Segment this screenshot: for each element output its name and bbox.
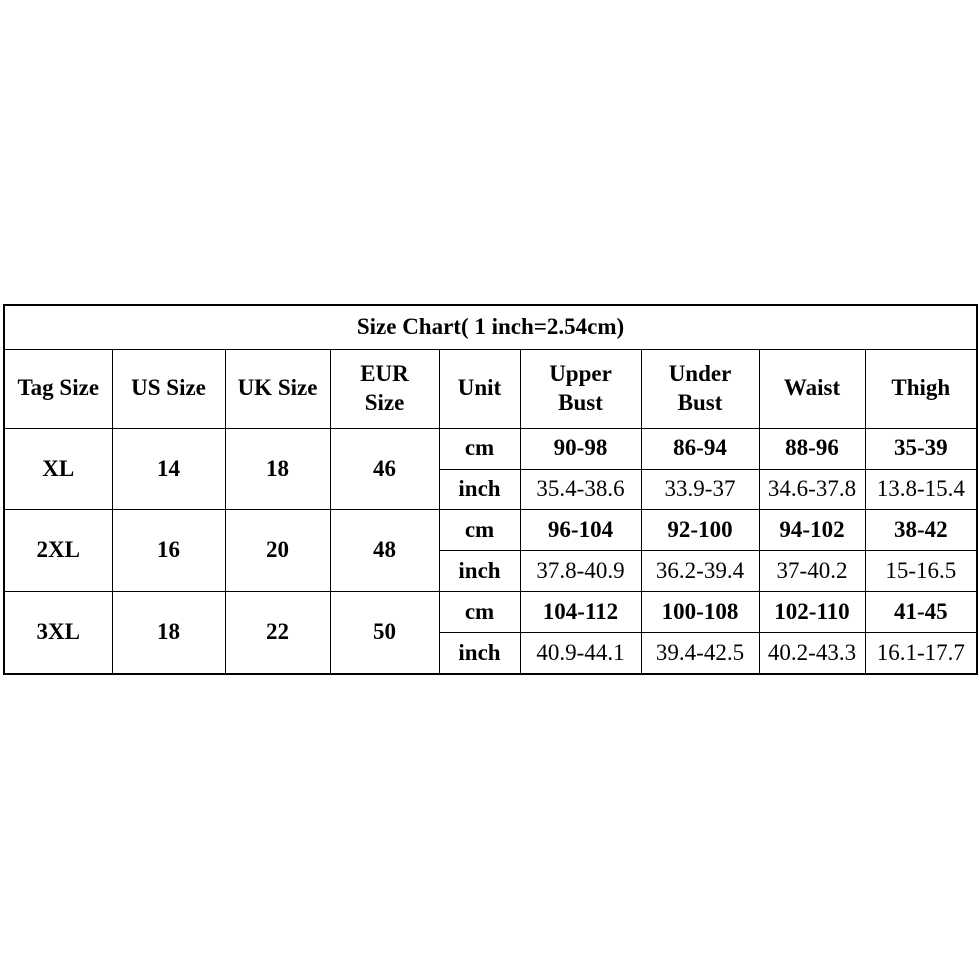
us-size-cell: 18 (112, 592, 225, 674)
upper-bust-inch-cell: 37.8-40.9 (520, 551, 641, 592)
thigh-cm-cell: 41-45 (865, 592, 977, 633)
header-upper-bust-line1: Upper (549, 361, 612, 387)
waist-inch-cell: 40.2-43.3 (759, 633, 865, 674)
unit-cell: cm (439, 428, 520, 469)
thigh-inch-cell: 15-16.5 (865, 551, 977, 592)
unit-cell: inch (439, 469, 520, 510)
uk-size-cell: 20 (225, 510, 330, 592)
header-under-bust (641, 349, 759, 428)
waist-cm-cell: 88-96 (759, 428, 865, 469)
under-bust-cm-cell: 100-108 (641, 592, 759, 633)
us-size-cell: 14 (112, 428, 225, 510)
upper-bust-cm-cell: 104-112 (520, 592, 641, 633)
waist-cm-cell: 102-110 (759, 592, 865, 633)
unit-cell: cm (439, 510, 520, 551)
tag-size-cell: 3XL (4, 592, 112, 674)
uk-size-cell: 22 (225, 592, 330, 674)
header-row (4, 349, 977, 428)
header-under-bust-line2: Bust (677, 389, 723, 415)
us-size-cell: 16 (112, 510, 225, 592)
tag-size-cell: XL (4, 428, 112, 510)
table-row (4, 592, 977, 633)
uk-size-cell: 18 (225, 428, 330, 510)
eur-size-cell: 48 (330, 510, 439, 592)
eur-size-cell: 50 (330, 592, 439, 674)
upper-bust-cm-cell: 90-98 (520, 428, 641, 469)
header-us-size: US Size (112, 349, 225, 428)
thigh-cm-cell: 35-39 (865, 428, 977, 469)
waist-inch-cell: 37-40.2 (759, 551, 865, 592)
tag-size-cell: 2XL (4, 510, 112, 592)
table-row (4, 510, 977, 551)
header-thigh: Thigh (865, 349, 977, 428)
header-under-bust-line1: Under (668, 361, 732, 387)
title-row (4, 305, 977, 349)
under-bust-inch-cell: 39.4-42.5 (641, 633, 759, 674)
size-chart-title: Size Chart( 1 inch=2.54cm) (4, 305, 977, 349)
waist-cm-cell: 94-102 (759, 510, 865, 551)
upper-bust-cm-cell: 96-104 (520, 510, 641, 551)
thigh-inch-cell: 16.1-17.7 (865, 633, 977, 674)
thigh-inch-cell: 13.8-15.4 (865, 469, 977, 510)
thigh-cm-cell: 38-42 (865, 510, 977, 551)
unit-cell: inch (439, 633, 520, 674)
unit-cell: cm (439, 592, 520, 633)
table-row (4, 428, 977, 469)
header-waist: Waist (759, 349, 865, 428)
header-uk-size: UK Size (225, 349, 330, 428)
header-eur-size (330, 349, 439, 428)
header-upper-bust (520, 349, 641, 428)
waist-inch-cell: 34.6-37.8 (759, 469, 865, 510)
eur-size-cell: 46 (330, 428, 439, 510)
unit-cell: inch (439, 551, 520, 592)
header-upper-bust-line2: Bust (558, 389, 603, 415)
header-eur-size-line1: EUR (360, 361, 409, 387)
header-unit: Unit (439, 349, 520, 428)
upper-bust-inch-cell: 40.9-44.1 (520, 633, 641, 674)
under-bust-cm-cell: 92-100 (641, 510, 759, 551)
under-bust-inch-cell: 36.2-39.4 (641, 551, 759, 592)
header-eur-size-line2: Size (364, 389, 405, 415)
header-tag-size: Tag Size (4, 349, 112, 428)
under-bust-cm-cell: 86-94 (641, 428, 759, 469)
upper-bust-inch-cell: 35.4-38.6 (520, 469, 641, 510)
size-chart-table (3, 304, 978, 675)
under-bust-inch-cell: 33.9-37 (641, 469, 759, 510)
